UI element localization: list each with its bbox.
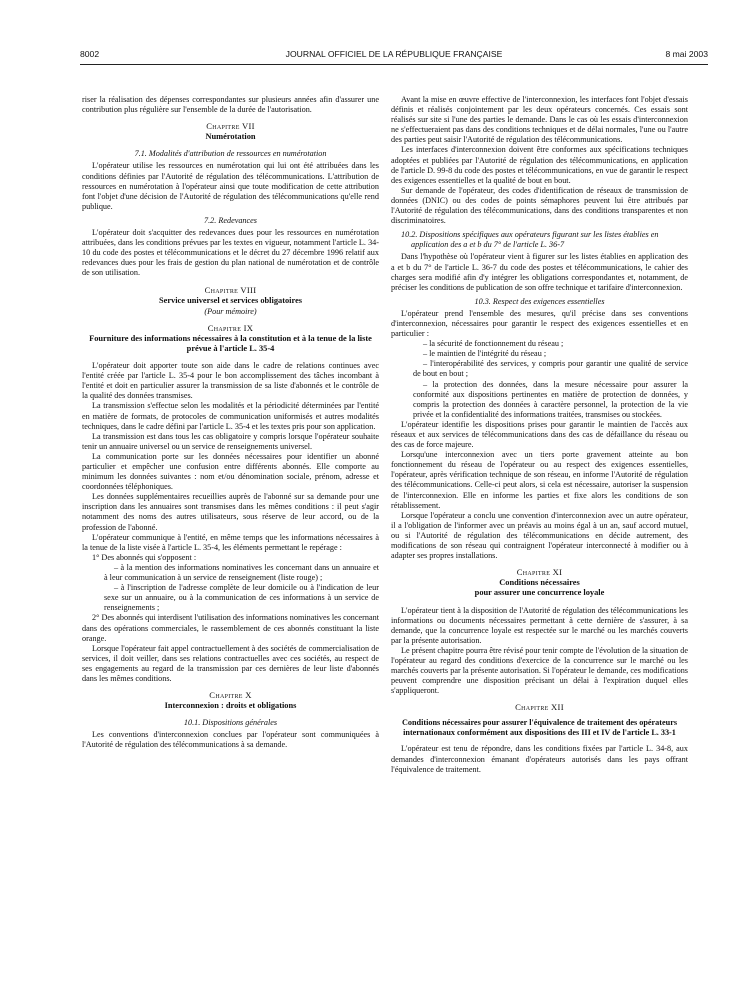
paragraph: L'opérateur utilise les ressources en numérotation qui lui ont été attribuées dans les conditions définies par l'Autorité de régulation des télécommunications. L'attribution de ressources en numérotation à l'opérateur ainsi que toute modification de cette attribution font l'objet d'une décision de l'Autorité de régulation des télécommunications qu'elle rend publique. bbox=[82, 161, 379, 211]
paragraph: L'opérateur est tenu de répondre, dans les conditions fixées par l'article L. 34-8, aux demandes d'interconnexion émanant d'opérateurs autorisés dans les pays offrant l'équivalence de traitement. bbox=[391, 744, 688, 774]
section-heading: 10.3. Respect des exigences essentielles bbox=[474, 296, 605, 306]
chapter-title: Conditions nécessaires pour assurer l'équivalence de traitement des opérateurs internationaux conformément aux dispositions des III et IV de l'article L. 33-1 bbox=[401, 718, 678, 738]
paragraph: L'opérateur doit apporter toute son aide dans le cadre de relations continues avec l'entité créée par l'article L. 35-4 pour le bon accomplissement des tâches incombant à l'entité et doit en particulier assurer la transmission de sa liste d'abonnés et le contrôle de la qualité des données transmises. bbox=[82, 361, 379, 401]
list-item: – le maintien de l'intégrité du réseau ; bbox=[423, 349, 547, 359]
paragraph: L'opérateur tient à la disposition de l'Autorité de régulation des télécommunications les informations ou documents nécessaires permettant à cette dernière de s'assurer, à sa demande, que la concurrence loyale est respectée sur le marché ou les marchés couverts par la présente autorisation. bbox=[391, 605, 688, 645]
paragraph: La transmission est dans tous les cas obligatoire y compris lorsque l'opérateur souhaite tenir un annuaire universel ou un service de renseignements universel. bbox=[82, 431, 379, 451]
chapter-title: pour assurer une concurrence loyale bbox=[474, 588, 605, 598]
section-heading: 7.2. Redevances bbox=[204, 215, 257, 225]
paragraph: Dans l'hypothèse où l'opérateur vient à figurer sur les listes établies en application des a et b du 7° de l'article L. 36-7 du code des postes et télécommunications, le cahier des charges sera modifié afin d'y intégrer les obligations correspondantes et, notamment, de préciser les conditions de publication de son offre technique et tarifaire d'interconnexion. bbox=[391, 252, 688, 292]
right-column bbox=[391, 95, 688, 975]
chapter-heading: Chapitre X bbox=[209, 690, 252, 701]
paragraph: Les données supplémentaires recueillies auprès de l'abonné sur sa demande pour une inscription dans les annuaires sont transmises dans les mêmes conditions : il peut s'agir notamment des noms des autres utilisateurs, sous réserve de leur accord, ou de la profession de l'abonné. bbox=[82, 492, 379, 532]
section-heading: 7.1. Modalités d'attribution de ressources en numérotation bbox=[134, 149, 327, 159]
paragraph: La transmission s'effectue selon les modalités et la périodicité déterminées par l'entité en matière de formats, de protocoles de communication uniformisés et autres modalités techniques, dans le cadre défini par l'article L. 35-4 et les textes pris pour son application. bbox=[82, 401, 379, 431]
page-number: 8002 bbox=[80, 49, 100, 59]
chapter-subtitle: (Pour mémoire) bbox=[204, 306, 257, 316]
paragraph: Lorsque l'opérateur fait appel contractuellement à des sociétés de commercialisation de services, il doit veiller, dans ses relations contractuelles avec ces sociétés, au respect de ses engagements au regard de la transmission par ces dernières de leur liste d'abonnés dans les mêmes conditions. bbox=[82, 643, 379, 683]
page-header bbox=[80, 49, 708, 63]
paragraph: riser la réalisation des dépenses correspondantes sur plusieurs années afin d'assurer une contribution plus régulière sur l'ensemble de la durée de l'autorisation. bbox=[82, 95, 379, 115]
chapter-title: Interconnexion : droits et obligations bbox=[164, 701, 297, 711]
left-column bbox=[82, 95, 379, 975]
paragraph: L'opérateur prend l'ensemble des mesures, qu'il précise dans ses conventions d'interconnexion, nécessaires pour garantir le respect des exigences essentielles et en particulier : bbox=[391, 308, 688, 339]
paragraph: Les conventions d'interconnexion conclues par l'opérateur sont communiquées à l'Autorité de régulation des télécommunications à sa demande. bbox=[82, 730, 379, 750]
chapter-heading: Chapitre XI bbox=[516, 567, 563, 578]
header-rule bbox=[80, 64, 708, 65]
paragraph: L'opérateur doit s'acquitter des redevances dues pour les ressources en numérotation attribuées, dans les conditions prévues par les textes en vigueur, notamment l'article L. 34-10 du code des postes et télécommunications et le décret du 27 décembre 1996 relatif aux redevances dues pour les frais de gestion du plan national de numérotation et de contrôle de son utilisation. bbox=[82, 228, 379, 278]
chapter-title: Service universel et services obligatoires bbox=[158, 295, 303, 305]
chapter-heading: Chapitre XII bbox=[515, 702, 564, 713]
section-heading: 10.1. Dispositions générales bbox=[183, 718, 278, 728]
paragraph: Les interfaces d'interconnexion doivent être conformes aux spécifications techniques adoptées et publiées par l'Autorité de régulation des télécommunications, en application de l'article D. 99-8 du code des postes et télécommunications, en vue de garantir le respect des exigences essentielles et la qualité de bout en bout. bbox=[391, 145, 688, 185]
journal-title: JOURNAL OFFICIEL DE LA RÉPUBLIQUE FRANÇAISE bbox=[285, 49, 503, 59]
chapter-heading: Chapitre VIII bbox=[204, 284, 257, 295]
paragraph: La communication porte sur les données nécessaires pour identifier un abonné particulier et empêcher une confusion entre différents abonnés. Elle comporte au minimum les données suivantes : nom et/ou dénomination sociale, prénom, adresse et coordonnées téléphoniques. bbox=[82, 451, 379, 492]
paragraph: Le présent chapitre pourra être révisé pour tenir compte de l'évolution de la situation de l'opérateur au regard des conditions d'exercice de la concurrence sur le marché ou les marchés couverts par la présente autorisation. Si l'opérateur le demande, ces modifications peuvent comprendre une disposition précisant un délai à l'expiration duquel elles s'appliqueront. bbox=[391, 645, 688, 696]
list-item: – à l'inscription de l'adresse complète de leur domicile ou à l'indication de leur sexe sur un annuaire, ou à la communication de ces informations à un service de renseignements ; bbox=[104, 583, 379, 613]
paragraph: L'opérateur identifie les dispositions prises pour garantir le maintien de l'accès aux réseaux et aux services de télécommunications dans des cas de défaillance du réseau ou des cas de force majeure. bbox=[391, 419, 688, 450]
paragraph: Lorsque l'opérateur a conclu une convention d'interconnexion avec un autre opérateur, il a l'obligation de l'informer avec un préavis au moins égal à un an, sauf accord mutuel, ou si l'Autorité de régulation des télécommunications en décide autrement, des modifications de son réseau qui contraignent l'opérateur interconnecté à modifier ou à adapter ses propres installations. bbox=[391, 510, 688, 561]
chapter-title: Fourniture des informations nécessaires à la constitution et à la tenue de la liste prévue à l'article L. 35-4 bbox=[89, 333, 372, 353]
paragraph: 1° Des abonnés qui s'opposent : bbox=[92, 552, 197, 562]
paragraph: L'opérateur communique à l'entité, en même temps que les informations nécessaires à la tenue de la liste visée à l'article L. 35-4, les éléments permettant le repérage : bbox=[82, 532, 379, 552]
chapter-title: Conditions nécessaires bbox=[499, 578, 580, 588]
chapter-title: Numérotation bbox=[205, 132, 256, 142]
paragraph: Sur demande de l'opérateur, des codes d'identification de réseaux de transmission de données (DNIC) ou des codes de points sémaphores peuvent lui être attribués par l'Autorité de régulation des télécommunications, dans des conditions transparentes et non discriminatoires. bbox=[391, 185, 688, 226]
paragraph: 2° Des abonnés qui interdisent l'utilisation des informations nominatives les concernant dans des opérations commerciales, le rassemblement de ces abonnés constituant la liste orange. bbox=[82, 613, 379, 643]
list-item: – l'interopérabilité des services, y compris pour garantir une qualité de service de bout en bout ; bbox=[413, 359, 688, 379]
list-item: – la sécurité de fonctionnement du réseau ; bbox=[423, 339, 564, 349]
list-item: – à la mention des informations nominatives les concernant dans un annuaire et à leur communication à un service de renseignement (liste rouge) ; bbox=[104, 562, 379, 583]
chapter-heading: Chapitre VII bbox=[206, 121, 255, 132]
section-heading: 10.2. Dispositions spécifiques aux opérateurs figurant sur les listes établies en application des a et b du 7° de l'article L. 36-7 bbox=[401, 230, 659, 250]
paragraph: Avant la mise en œuvre effective de l'interconnexion, les interfaces font l'objet d'essais définis et réalisés conjointement par les deux opérateurs concernés. Ces essais sont réalisés sur site si l'une des parties le demande. Dans le cas où les essais d'interconnexion ne s'effectueraient pas dans des conditions techniques et de délai normales, l'une ou l'autre des parties peut saisir l'Autorité de régulation des télécommunications. bbox=[391, 95, 688, 145]
list-item: – la protection des données, dans la mesure nécessaire pour assurer la conformité aux dispositions pertinentes en matière de protection de données, y compris la protection des données à caractère personnel, la protection de la vie privée et la confidentialité des informations traitées, transmises ou stockées. bbox=[413, 379, 688, 419]
chapter-heading: Chapitre IX bbox=[207, 322, 254, 333]
publication-date: 8 mai 2003 bbox=[665, 49, 708, 59]
paragraph: Lorsqu'une interconnexion avec un tiers porte gravement atteinte au bon fonctionnement du réseau de l'opérateur ou au respect des exigences essentielles, l'opérateur, après vérification technique de son réseau, en informe l'Autorité de régulation des télécommunications. Celle-ci peut alors, si cela est nécessaire, autoriser la suspension de l'interconnexion. Elle en informe les parties et fixe alors les conditions de son rétablissement. bbox=[391, 450, 688, 510]
